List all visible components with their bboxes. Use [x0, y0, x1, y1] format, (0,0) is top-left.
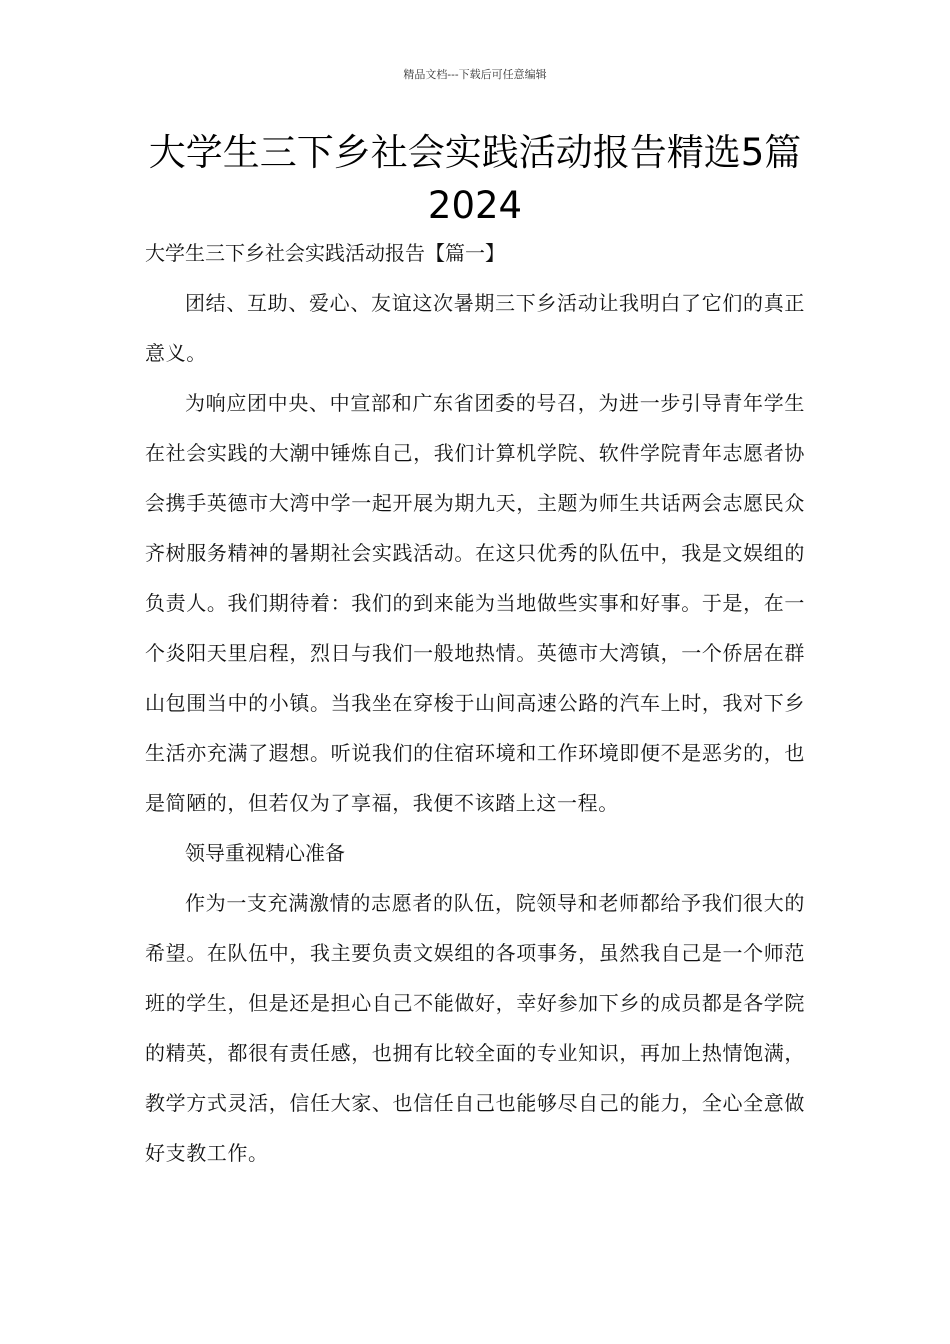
section-heading: 大学生三下乡社会实践活动报告【篇一】 [145, 241, 505, 265]
paragraph-1: 团结、互助、爱心、友谊这次暑期三下乡活动让我明白了它们的真正意义。 [145, 291, 805, 365]
document-body [145, 228, 805, 1178]
paragraph-2: 为响应团中央、中宣部和广东省团委的号召，为进一步引导青年学生在社会实践的大潮中锤炼自己，我们计算机学院、软件学院青年志愿者协会携手英德市大湾中学一起开展为期九天，主题为师生共话两会志愿民众齐树服务精神的暑期社会实践活动。在这只优秀的队伍中，我是文娱组的负责人。我们期待着：我们的到来能为当地做些实事和好事。于是，在一个炎阳天里启程，烈日与我们一般地热情。英德市大湾镇，一个侨居在群山包围当中的小镇。当我坐在穿梭于山间高速公路的汽车上时，我对下乡生活亦充满了遐想。听说我们的住宿环境和工作环境即便不是恶劣的，也是简陋的，但若仅为了享福，我便不该踏上这一程。 [145, 391, 805, 815]
header-note: 精品文档---下载后可任意编辑 [403, 68, 547, 81]
document-title: 大学生三下乡社会实践活动报告精选5篇2024 [148, 131, 802, 227]
paragraph-3: 作为一支充满激情的志愿者的队伍，院领导和老师都给予我们很大的希望。在队伍中，我主要负责文娱组的各项事务，虽然我自己是一个师范班的学生，但是还是担心自己不能做好，幸好参加下乡的成员都是各学院的精英，都很有责任感，也拥有比较全面的专业知识，再加上热情饱满，教学方式灵活，信任大家、也信任自己也能够尽自己的能力，全心全意做好支教工作。 [145, 891, 805, 1165]
subheading: 领导重视精心准备 [185, 841, 345, 865]
